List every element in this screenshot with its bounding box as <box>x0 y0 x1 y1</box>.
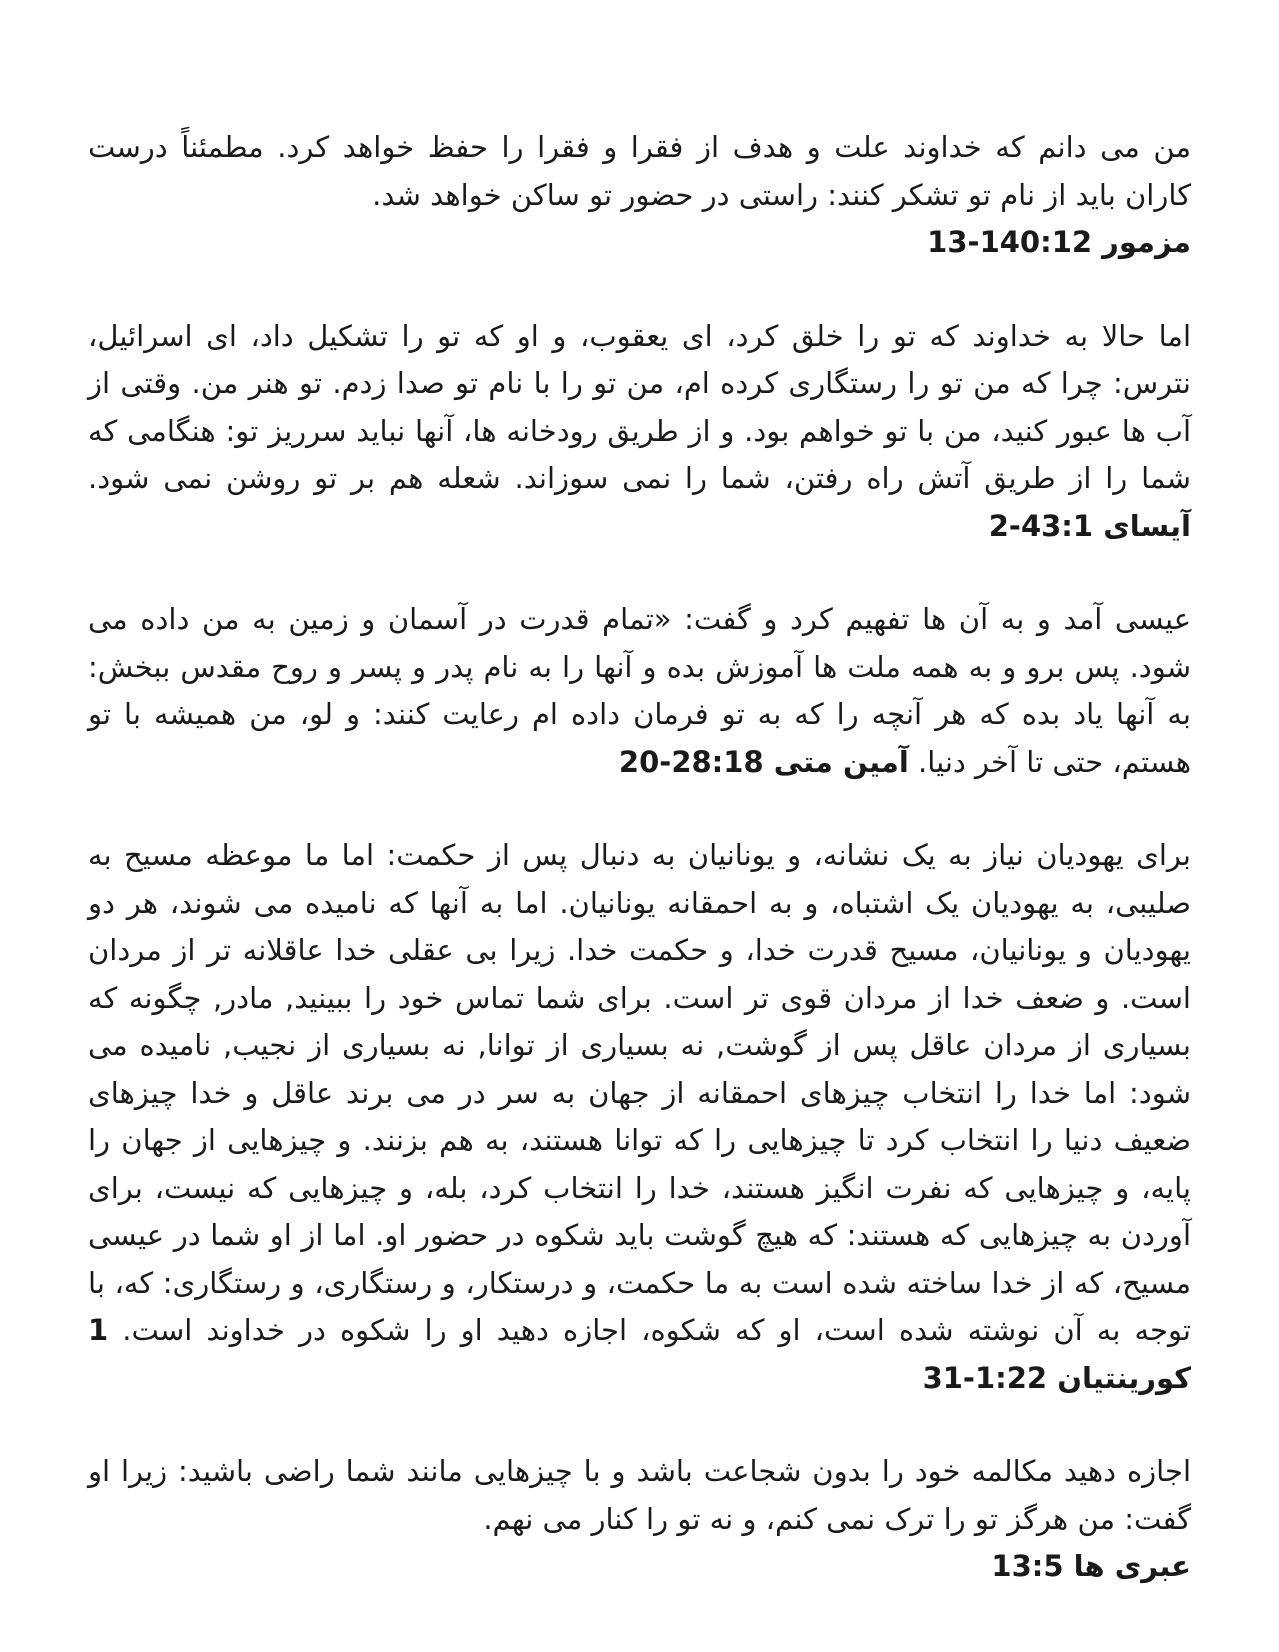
passage-hebrews <box>88 1448 1191 1591</box>
document-page <box>88 124 1191 1591</box>
scripture-reference: 1 کورینتیان 1:22-31 <box>88 1313 1191 1395</box>
passage-text: اما حالا به خداوند که تو را خلق کرد، ای یعقوب، و او که تو را تشکیل داد، ای اسرائیل، نترس: چرا که من تو را رستگاری کرده ام، من تو را با نام تو صدا زدم. تو هنر من. وقتی از آب ها عبور کنید، من با تو خواهم بود. و از طریق رودخانه ها، آنها نباید سرریز تو: هنگامی که شما را از طریق آتش راه رفتن، شما را نمی سوزاند. شعله هم بر تو روشن نمی شود. <box>88 318 1191 495</box>
passage-corinthians <box>88 832 1191 1402</box>
scripture-reference: آمین متی 28:18-20 <box>618 744 909 779</box>
passage-psalm <box>88 124 1191 267</box>
scripture-reference: عبری ها 13:5 <box>991 1549 1191 1583</box>
passage-text: برای یهودیان نیاز به یک نشانه، و یونانیان به دنبال پس از حکمت: اما ما موعظه مسیح به صلیبی، به یهودیان یک اشتباه، و به احمقانه یونانیان. اما به آنها که نامیده می شوند، هر دو یهودیان و یونانیان، مسیح قدرت خدا، و حکمت خدا. زیرا بی عقلی خدا عاقلانه تر از مردان است. و ضعف خدا از مردان قوی تر است. برای شما تماس خود را ببینید, مادر, چگونه که بسیاری از مردان عاقل پس از گوشت, نه بسیاری از توانا, نه بسیاری از نجیب, نامیده می شود: اما خدا را انتخاب چیزهای احمقانه از جهان به سر در می برند عاقل و خدا چیزهای ضعیف دنیا را انتخاب کرد تا چیزهایی را که توانا هستند، به هم بزنند. و چیزهایی از جهان را پایه، و چیزهایی که نفرت انگیز هستند، خدا را انتخاب کرد، بله، و چیزهایی که نیست، برای آوردن به چیزهایی که هستند: که هیچ گوشت باید شکوه در حضور او. اما از او شما در عیسی مسیح، که از خدا ساخته شده است به ما حکمت، و درستکار، و رستگاری، و رستگاری: که، با توجه به آن نوشته شده است، او که شکوه، اجازه دهید او را شکوه در خداوند است. <box>88 838 1191 1347</box>
scripture-reference: آیسای 43:1-2 <box>988 508 1191 543</box>
scripture-reference: مزمور 140:12-13 <box>927 225 1191 259</box>
passage-isaiah <box>88 313 1191 551</box>
passage-matthew <box>88 596 1191 786</box>
passage-text: اجازه دهید مکالمه خود را بدون شجاعت باشد و با چیزهایی مانند شما راضی باشید: زیرا او گفت: من هرگز تو را ترک نمی کنم، و نه تو را کنار می نهم. <box>88 1454 1191 1536</box>
passage-text: من می دانم که خداوند علت و هدف از فقرا و فقرا را حفظ خواهد کرد. مطمئناً درست کاران باید از نام تو تشکر کنند: راستی در حضور تو ساکن خواهد شد. <box>88 130 1191 212</box>
passage-text: عیسی آمد و به آن ها تفهیم کرد و گفت: «تمام قدرت در آسمان و زمین به من داده می شود. پس برو و به همه ملت ها آموزش بده و آنها را به نام پدر و پسر و روح مقدس ببخش: به آنها یاد بده که هر آنچه را که به تو فرمان داده ام رعایت کنند: و لو، من همیشه با تو هستم، حتی تا آخر دنیا. <box>88 602 1191 779</box>
